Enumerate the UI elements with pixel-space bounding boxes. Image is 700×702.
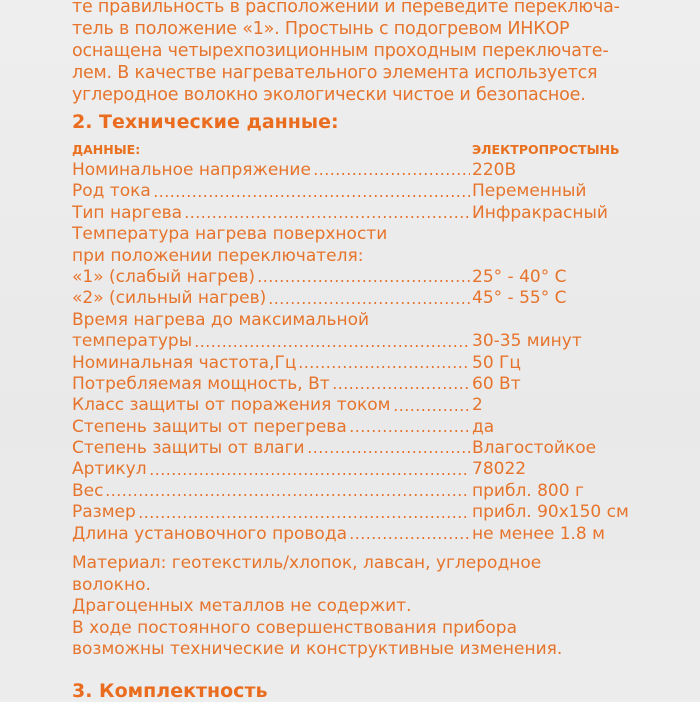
dot-leader xyxy=(268,288,470,304)
spec-value: Инфракрасный xyxy=(472,202,608,223)
dot-leader xyxy=(138,502,470,518)
spec-value: 30-35 минут xyxy=(472,331,582,352)
dot-leader xyxy=(365,246,470,262)
dot-leader xyxy=(349,524,470,540)
spec-row xyxy=(72,246,652,267)
dot-leader xyxy=(389,224,470,240)
dot-leader xyxy=(349,417,470,433)
dot-leader xyxy=(298,353,470,369)
note-line: Драгоценных металлов не содержит. xyxy=(72,596,412,616)
spec-row xyxy=(72,203,652,224)
spec-label: Род тока xyxy=(72,181,151,202)
section-2-heading: 2. Технические данные: xyxy=(72,111,339,133)
spec-label: при положении переключателя: xyxy=(72,245,364,266)
spec-row xyxy=(72,374,652,395)
spec-row xyxy=(72,417,652,438)
dot-leader xyxy=(105,481,470,497)
spec-value: 45° - 55° С xyxy=(472,288,567,309)
spec-value: прибл. 90х150 см xyxy=(472,502,629,523)
spec-row xyxy=(72,353,652,374)
column-header-product: ЭЛЕКТРОПРОСТЫНЬ xyxy=(472,142,620,157)
spec-value: не менее 1.8 м xyxy=(472,523,605,544)
note-line: волокно. xyxy=(72,574,151,595)
intro-line: те правильность в расположении и переведите переключа- xyxy=(72,0,620,17)
spec-value: 2 xyxy=(472,395,483,416)
intro-line: лем. В качестве нагревательного элемента используется xyxy=(72,63,598,83)
dot-leader xyxy=(184,203,470,219)
spec-row xyxy=(72,331,652,352)
spec-row xyxy=(72,310,652,331)
spec-label: «1» (слабый нагрев) xyxy=(72,266,256,287)
dot-leader xyxy=(153,181,470,197)
dot-leader xyxy=(393,395,471,411)
spec-value: 220В xyxy=(472,160,517,180)
spec-label: Время нагрева до максимальной xyxy=(72,309,370,330)
spec-row xyxy=(72,288,652,309)
dot-leader xyxy=(313,160,470,176)
note-line: возможны технические и конструктивные изменения. xyxy=(72,639,563,659)
spec-row xyxy=(72,438,652,459)
spec-label: температуры xyxy=(72,331,193,352)
spec-row xyxy=(72,267,652,288)
notes xyxy=(72,553,562,661)
spec-label: Длина установочного провода xyxy=(72,523,347,544)
spec-value xyxy=(472,246,652,267)
spec-value xyxy=(472,310,652,331)
spec-row xyxy=(72,459,652,480)
spec-value: да xyxy=(472,416,495,437)
column-header-data: ДАННЫЕ: xyxy=(72,142,141,157)
spec-row xyxy=(72,524,652,545)
spec-label: Артикул xyxy=(72,459,147,480)
spec-row xyxy=(72,160,652,181)
spec-row xyxy=(72,502,652,523)
spec-label: Температура нагрева поверхности xyxy=(72,224,388,245)
spec-value: 78022 xyxy=(472,459,527,480)
spec-value: Влагостойкое xyxy=(472,438,597,459)
spec-label: Потребляемая мощность, Вт xyxy=(72,373,330,394)
dot-leader xyxy=(332,374,470,390)
spec-label: Класс защиты от поражения током xyxy=(72,395,391,416)
note-line: Материал: геотекстиль/хлопок, лавсан, углеродное xyxy=(72,553,542,573)
spec-row xyxy=(72,481,652,502)
intro-paragraph xyxy=(72,0,672,106)
spec-label: Вес xyxy=(72,480,104,501)
intro-line: углеродное волокно экологически чистое и безопасное. xyxy=(72,85,586,105)
intro-line: тель в положение «1». Простынь с подогревом ИНКОР xyxy=(72,19,570,39)
spec-table xyxy=(72,160,652,545)
spec-row xyxy=(72,224,652,245)
spec-label: Тип наргева xyxy=(72,202,183,223)
spec-row xyxy=(72,181,652,202)
spec-label: Степень защиты от влаги xyxy=(72,438,305,459)
dot-leader xyxy=(194,331,470,347)
spec-label: Размер xyxy=(72,502,136,523)
spec-value: 60 Вт xyxy=(472,373,521,394)
dot-leader xyxy=(307,438,470,454)
dot-leader xyxy=(149,459,470,475)
spec-value xyxy=(472,224,652,245)
spec-value: прибл. 800 г xyxy=(472,480,584,501)
spec-label: Номинальное напряжение xyxy=(72,160,311,180)
intro-line: оснащена четырехпозиционным проходным переключате- xyxy=(72,41,609,61)
spec-label: Степень защиты от перегрева xyxy=(72,416,347,437)
spec-value: 50 Гц xyxy=(472,352,521,373)
section-3-heading: 3. Комплектность xyxy=(72,680,268,702)
spec-label: «2» (сильный нагрев) xyxy=(72,288,267,309)
spec-row xyxy=(72,395,652,416)
spec-value: 25° - 40° С xyxy=(472,266,567,287)
note-line: В ходе постоянного совершенствования прибора xyxy=(72,617,517,638)
dot-leader xyxy=(257,267,470,283)
spec-label: Номинальная частота,Гц xyxy=(72,352,297,373)
dot-leader xyxy=(371,310,470,326)
spec-value: Переменный xyxy=(472,181,587,202)
